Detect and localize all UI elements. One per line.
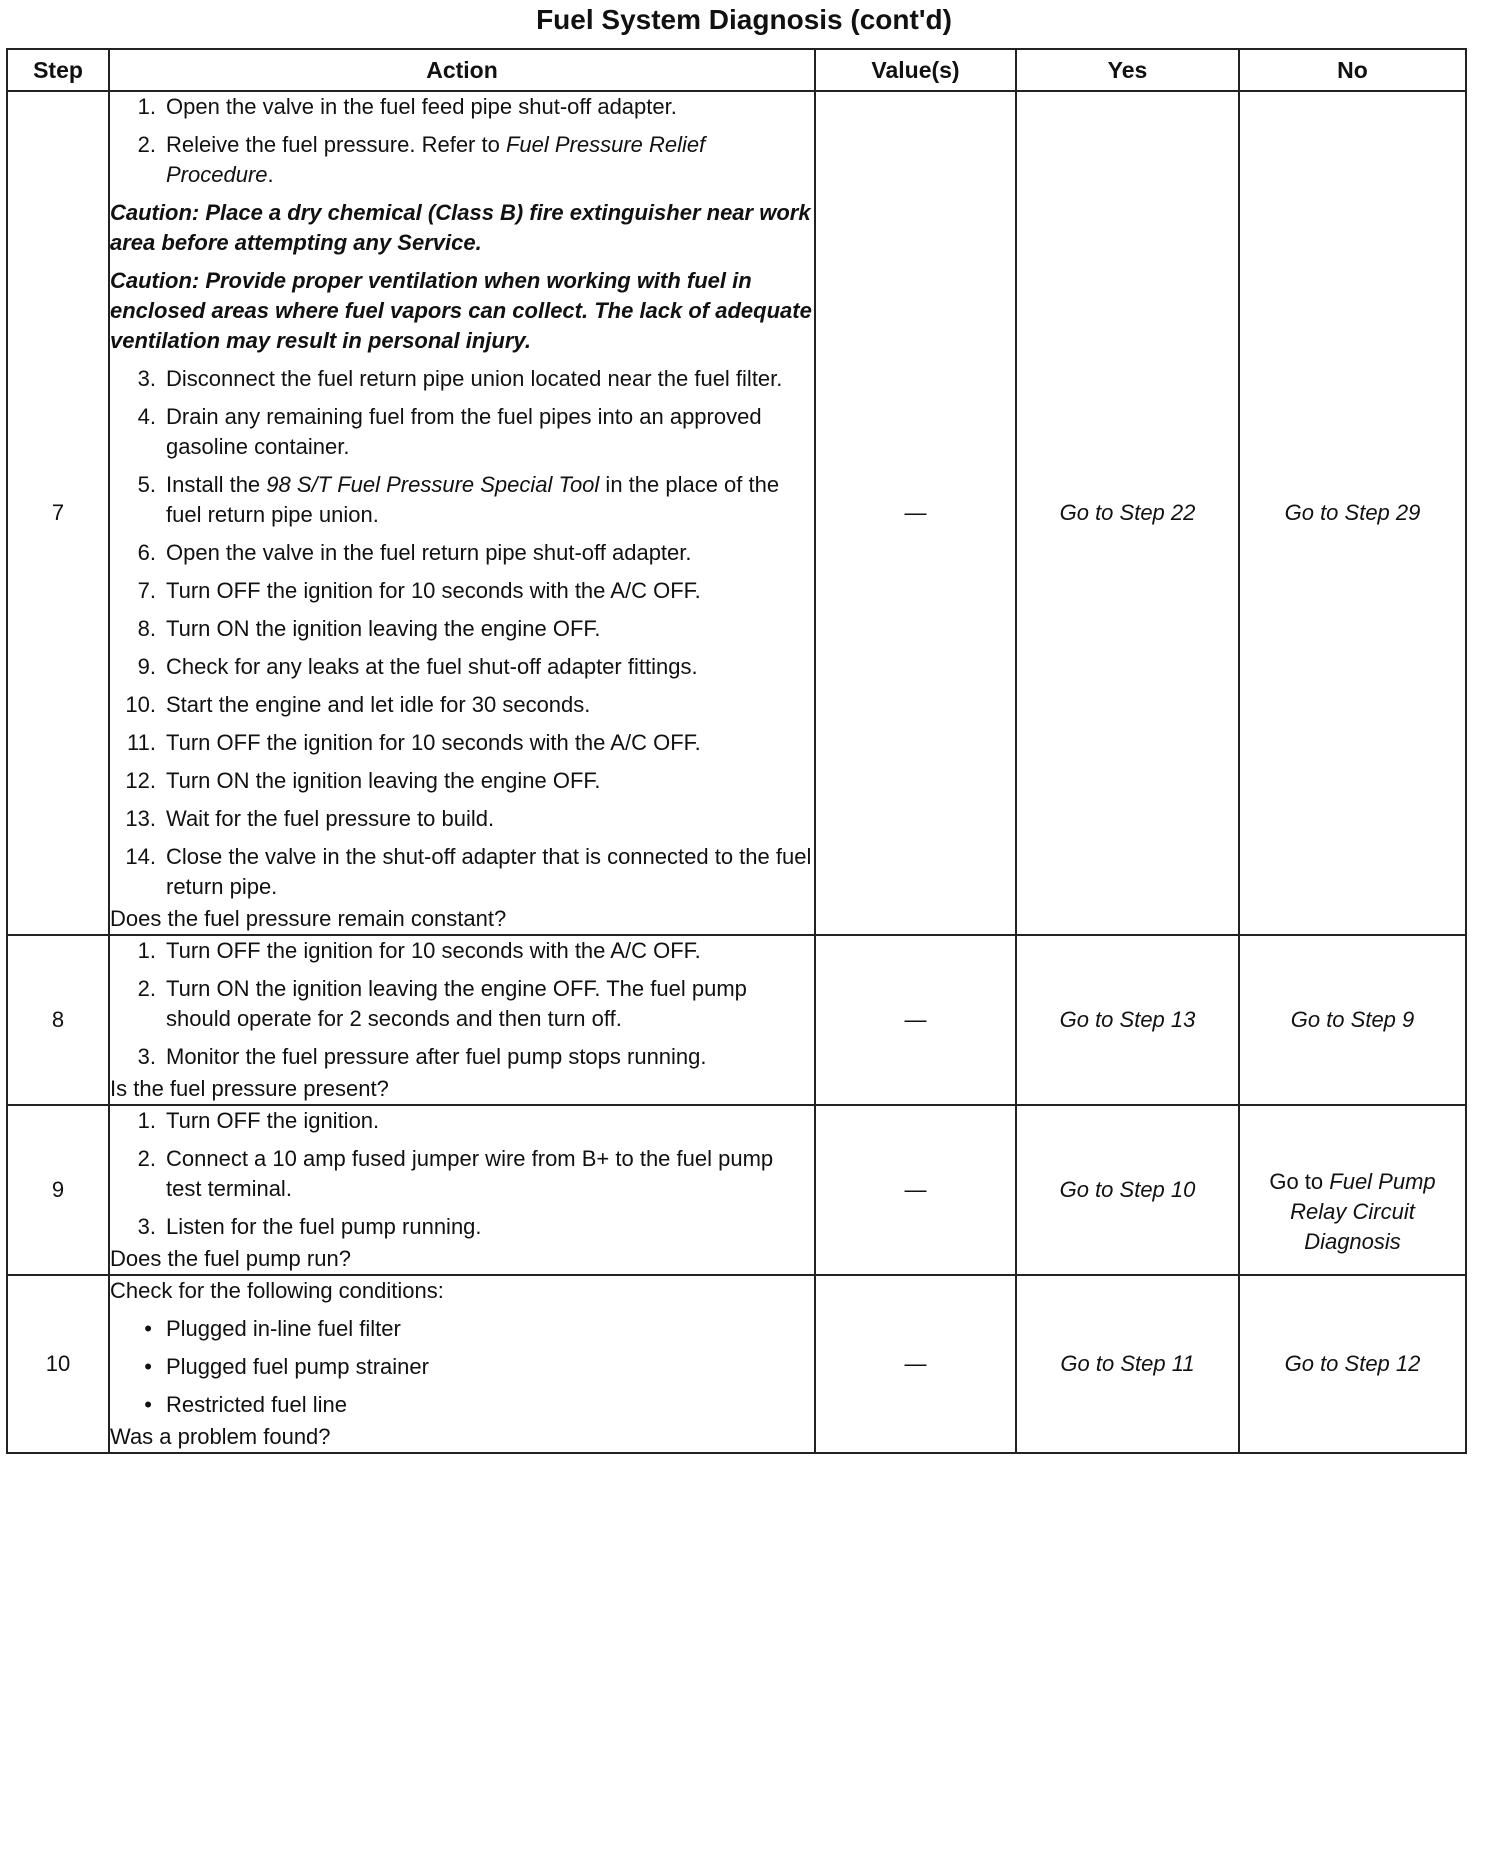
caution-note: Caution: Provide proper ventilation when working with fuel in enclosed areas where fuel vapors can collect. The lack of adequate ventilation may result in personal injury. — [110, 268, 812, 353]
action-cell — [109, 935, 815, 1105]
list-item: 1. Turn OFF the ignition. — [137, 1108, 380, 1133]
table-row-step-8 — [7, 935, 1466, 1105]
list-item: 2. Connect a 10 amp fused jumper wire from B+ to the fuel pump test terminal. — [137, 1146, 774, 1201]
no-cell: Go to Step 29 — [1239, 91, 1466, 935]
list-item: 2. Turn ON the ignition leaving the engine OFF. The fuel pump should operate for 2 seconds and then turn off. — [137, 976, 747, 1031]
page-title: Fuel System Diagnosis (cont'd) — [536, 4, 952, 35]
list-item: • Restricted fuel line — [144, 1392, 347, 1417]
value-cell: — — [815, 1275, 1016, 1453]
intro-text: Check for the following conditions: — [110, 1278, 444, 1303]
diagnosis-table — [6, 48, 1467, 1454]
list-item: 14. Close the valve in the shut-off adapter that is connected to the fuel return pipe. — [125, 844, 812, 899]
list-item: 10. Start the engine and let idle for 30 seconds. — [125, 692, 591, 717]
no-cell: Go to Step 12 — [1239, 1275, 1466, 1453]
question: Does the fuel pump run? — [110, 1246, 351, 1271]
value-cell: — — [815, 91, 1016, 935]
list-item: 12. Turn ON the ignition leaving the engine OFF. — [125, 768, 601, 793]
list-item: 5. Install the 98 S/T Fuel Pressure Special Tool in the place of the fuel return pipe union. — [137, 472, 780, 527]
yes-cell: Go to Step 10 — [1016, 1105, 1239, 1275]
step-number: 8 — [7, 935, 109, 1105]
list-item: 9. Check for any leaks at the fuel shut-off adapter fittings. — [137, 654, 698, 679]
action-cell — [109, 1275, 815, 1453]
yes-cell: Go to Step 11 — [1016, 1275, 1239, 1453]
value-cell: — — [815, 1105, 1016, 1275]
header-action: Action — [109, 49, 815, 91]
table-row-step-7 — [7, 91, 1466, 935]
list-item: • Plugged fuel pump strainer — [144, 1354, 429, 1379]
value-cell: — — [815, 935, 1016, 1105]
list-item: 8. Turn ON the ignition leaving the engine OFF. — [137, 616, 601, 641]
action-cell — [109, 1105, 815, 1275]
header-yes: Yes — [1016, 49, 1239, 91]
header-step: Step — [7, 49, 109, 91]
action-cell — [109, 91, 815, 935]
yes-cell: Go to Step 22 — [1016, 91, 1239, 935]
header-row — [7, 49, 1466, 91]
table-row-step-10 — [7, 1275, 1466, 1453]
list-item: 11. Turn OFF the ignition for 10 seconds with the A/C OFF. — [127, 730, 701, 755]
header-no: No — [1239, 49, 1466, 91]
table-row-step-9 — [7, 1105, 1466, 1275]
list-item: 3. Listen for the fuel pump running. — [137, 1214, 482, 1239]
step-number: 7 — [7, 91, 109, 935]
list-item: 1. Open the valve in the fuel feed pipe shut-off adapter. — [137, 94, 677, 119]
step-number: 9 — [7, 1105, 109, 1275]
list-item: 13. Wait for the fuel pressure to build. — [125, 806, 495, 831]
step-number: 10 — [7, 1275, 109, 1453]
list-item: 7. Turn OFF the ignition for 10 seconds with the A/C OFF. — [137, 578, 701, 603]
list-item: 3. Monitor the fuel pressure after fuel pump stops running. — [137, 1044, 707, 1069]
list-item: 2. Releive the fuel pressure. Refer to Fuel Pressure Relief Procedure. — [137, 132, 706, 187]
list-item: 6. Open the valve in the fuel return pipe shut-off adapter. — [137, 540, 692, 565]
caution-note: Caution: Place a dry chemical (Class B) fire extinguisher near work area before attempting any Service. — [110, 200, 811, 255]
question: Does the fuel pressure remain constant? — [110, 906, 507, 931]
list-item: • Plugged in-line fuel filter — [144, 1316, 401, 1341]
list-item: 3. Disconnect the fuel return pipe union located near the fuel filter. — [137, 366, 783, 391]
list-item: 1. Turn OFF the ignition for 10 seconds with the A/C OFF. — [137, 938, 701, 963]
no-cell: Go to Step 9 — [1239, 935, 1466, 1105]
question: Is the fuel pressure present? — [110, 1076, 389, 1101]
question: Was a problem found? — [110, 1424, 331, 1449]
no-cell: Go to Fuel Pump Relay Circuit Diagnosis — [1239, 1105, 1466, 1275]
list-item: 4. Drain any remaining fuel from the fuel pipes into an approved gasoline container. — [137, 404, 762, 459]
header-values: Value(s) — [815, 49, 1016, 91]
yes-cell: Go to Step 13 — [1016, 935, 1239, 1105]
